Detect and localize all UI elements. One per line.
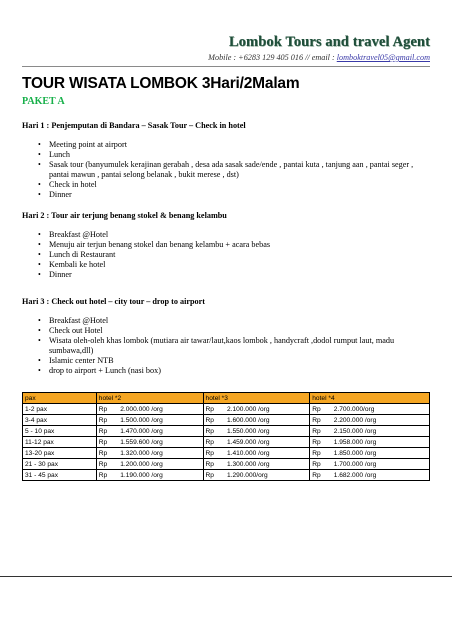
price-cell: 1.290.000/org (225, 470, 310, 481)
currency-cell: Rp (96, 448, 118, 459)
currency-cell: Rp (310, 404, 332, 415)
column-header: hotel *3 (203, 393, 310, 404)
price-cell: 2.150.000 /org (332, 426, 430, 437)
day-1-heading: Hari 1 : Penjemputan di Bandara – Sasak Tour – Check in hotel (22, 121, 246, 130)
list-item: • Meeting point at airport (38, 140, 428, 150)
price-cell: 1.190.000 /org (118, 470, 203, 481)
contact-phone: Mobile : +6283 129 405 016 // email : (208, 53, 337, 62)
list-item: • drop to airport + Lunch (nasi box) (38, 366, 428, 376)
price-cell: 1.550.000 /org (225, 426, 310, 437)
currency-cell: Rp (96, 415, 118, 426)
currency-cell: Rp (96, 437, 118, 448)
currency-cell: Rp (96, 426, 118, 437)
pax-cell: 21 - 30 pax (23, 459, 97, 470)
currency-cell: Rp (203, 470, 225, 481)
currency-cell: Rp (310, 426, 332, 437)
header-divider (22, 66, 430, 67)
price-cell: 2.700.000/org (332, 404, 430, 415)
table-row (23, 470, 430, 481)
day-3-list (38, 316, 428, 376)
footer-divider (0, 576, 452, 577)
list-item: • Check in hotel (38, 180, 428, 190)
price-cell: 2.100.000 /org (225, 404, 310, 415)
currency-cell: Rp (203, 437, 225, 448)
header-title: Lombok Tours and travel Agent (228, 34, 430, 50)
column-header: pax (23, 393, 97, 404)
table-row (23, 404, 430, 415)
currency-cell: Rp (203, 448, 225, 459)
price-cell: 1.320.000 /org (118, 448, 203, 459)
pax-cell: 13-20 pax (23, 448, 97, 459)
pax-cell: 11-12 pax (23, 437, 97, 448)
table-row (23, 426, 430, 437)
price-cell: 1.470.000 /org (118, 426, 203, 437)
currency-cell: Rp (203, 415, 225, 426)
price-cell: 2.000.000 /org (118, 404, 203, 415)
header-contact (208, 53, 430, 62)
pax-cell: 1-2 pax (23, 404, 97, 415)
price-cell: 2.200.000 /org (332, 415, 430, 426)
price-cell: 1.559.600 /org (118, 437, 203, 448)
list-item: • Dinner (38, 190, 428, 200)
pax-cell: 3-4 pax (23, 415, 97, 426)
currency-cell: Rp (96, 459, 118, 470)
list-item: • Breakfast @Hotel (38, 230, 428, 240)
table-row (23, 415, 430, 426)
day-2-heading: Hari 2 : Tour air terjung benang stokel & benang kelambu (22, 211, 227, 220)
price-cell: 1.200.000 /org (118, 459, 203, 470)
day-2-list (38, 230, 428, 280)
list-item: • Wisata oleh-oleh khas lombok (mutiara air tawar/laut,kaos lombok , handycraft ,dodol rumput laut, madu sumbawa,dll) (38, 336, 428, 356)
list-item: • Lunch (38, 150, 428, 160)
list-item: • Breakfast @Hotel (38, 316, 428, 326)
list-item: • Dinner (38, 270, 428, 280)
list-item: • Kembali ke hotel (38, 260, 428, 270)
currency-cell: Rp (203, 426, 225, 437)
table-row (23, 459, 430, 470)
price-table (22, 392, 430, 481)
currency-cell: Rp (310, 470, 332, 481)
table-row (23, 448, 430, 459)
price-cell: 1.500.000 /org (118, 415, 203, 426)
package-label: PAKET A (22, 96, 65, 107)
day-3-heading: Hari 3 : Check out hotel – city tour – drop to airport (22, 297, 205, 306)
price-cell: 1.850.000 /org (332, 448, 430, 459)
price-cell: 1.958.000 /org (332, 437, 430, 448)
email-link[interactable]: lomboktravel05@gmail.com (336, 53, 430, 62)
currency-cell: Rp (96, 404, 118, 415)
currency-cell: Rp (310, 437, 332, 448)
price-cell: 1.459.000 /org (225, 437, 310, 448)
column-header: hotel *2 (96, 393, 203, 404)
table-header-row (23, 393, 430, 404)
price-cell: 1.600.000 /org (225, 415, 310, 426)
list-item: • Check out Hotel (38, 326, 428, 336)
table-row (23, 437, 430, 448)
column-header: hotel *4 (310, 393, 430, 404)
pax-cell: 31 - 45 pax (23, 470, 97, 481)
currency-cell: Rp (310, 459, 332, 470)
list-item: • Menuju air terjun benang stokel dan benang kelambu + acara bebas (38, 240, 428, 250)
list-item: • Lunch di Restaurant (38, 250, 428, 260)
currency-cell: Rp (310, 448, 332, 459)
currency-cell: Rp (203, 404, 225, 415)
day-1-list (38, 140, 428, 200)
pax-cell: 5 - 10 pax (23, 426, 97, 437)
page-title: TOUR WISATA LOMBOK 3Hari/2Malam (22, 75, 300, 92)
list-item: • Islamic center NTB (38, 356, 428, 366)
price-cell: 1.300.000 /org (225, 459, 310, 470)
price-cell: 1.700.000 /org (332, 459, 430, 470)
price-cell: 1.682.000 /org (332, 470, 430, 481)
currency-cell: Rp (96, 470, 118, 481)
currency-cell: Rp (310, 415, 332, 426)
price-cell: 1.410.000 /org (225, 448, 310, 459)
currency-cell: Rp (203, 459, 225, 470)
list-item: • Sasak tour (banyumulek kerajinan gerabah , desa ada sasak sade/ende , pantai kuta , tanjung aan , pantai seger , pantai mawun , pantai selong belanak , bukit merese , dst) (38, 160, 428, 180)
